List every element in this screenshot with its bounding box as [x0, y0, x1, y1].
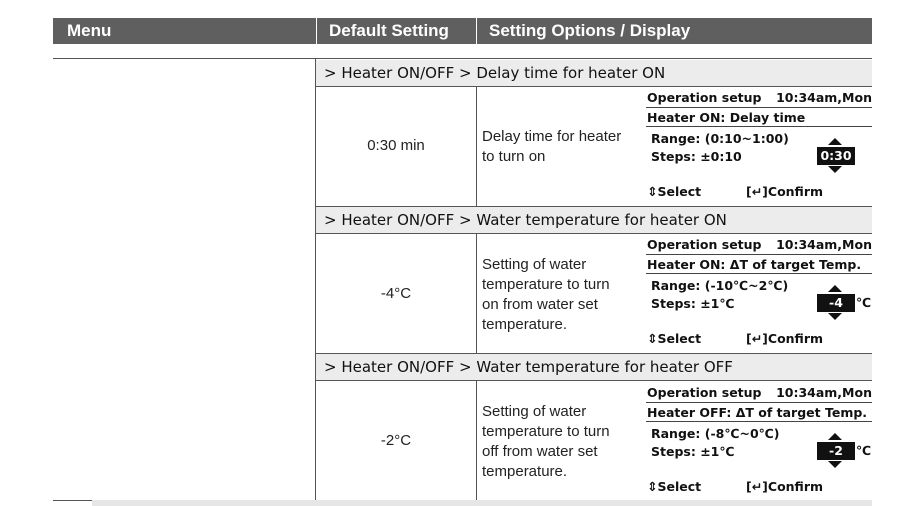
- menu-column-header: Menu: [67, 21, 112, 40]
- default-value-delay: 0:30 min: [367, 137, 425, 154]
- down-arrow-icon: [828, 461, 842, 468]
- description-heater-on: Setting of water temperature to turn on from water set temperature.: [482, 256, 610, 333]
- table-top-rule: [53, 58, 872, 59]
- select-hint: ⇕Select: [647, 184, 702, 199]
- select-hint: ⇕Select: [647, 331, 702, 346]
- confirm-hint: [↵]Confirm: [746, 331, 824, 346]
- lcd-value: -4: [817, 294, 855, 312]
- confirm-hint: [↵]Confirm: [746, 184, 824, 199]
- lcd-display-delay: Operation setup 10:34am,Mon Heater ON: Delay time Range: (0:10~1:00) Steps: ±0:10 0:30 ⇕Select [↵]Confirm: [647, 90, 872, 199]
- section-title-heater-on-temp: > Heater ON/OFF > Water temperature for heater ON: [316, 207, 872, 233]
- lcd-display-heater-off: Operation setup 10:34am,Mon Heater OFF: ΔT of target Temp. Range: (-8℃~0℃) Steps: ±1℃ -2 ℃ ⇕Select [↵]Confirm: [647, 385, 872, 494]
- column-divider: [476, 380, 477, 500]
- lcd-display-heater-on: Operation setup 10:34am,Mon Heater ON: ΔT of target Temp. Range: (-10℃~2℃) Steps: ±1℃ -4 ℃ ⇕Select [↵]Confirm: [647, 237, 872, 346]
- lcd-value: -2: [817, 442, 855, 460]
- up-arrow-icon: [828, 285, 842, 292]
- column-divider: [476, 86, 477, 206]
- page-footer-shade: [92, 500, 872, 506]
- default-value-heater-off: -2°C: [380, 432, 412, 449]
- section-title-delay-time: > Heater ON/OFF > Delay time for heater ON: [316, 60, 872, 86]
- default-value-heater-on: -4°C: [380, 285, 412, 302]
- up-arrow-icon: [828, 138, 842, 145]
- setting-options-column-header: Setting Options / Display: [476, 18, 690, 44]
- select-hint: ⇕Select: [647, 479, 702, 494]
- lcd-unit: ℃: [856, 443, 872, 458]
- up-arrow-icon: [828, 433, 842, 440]
- default-setting-column-header: Default Setting: [316, 18, 489, 44]
- description-heater-off: Setting of water temperature to turn off from water set temperature.: [482, 403, 610, 480]
- section-title-heater-off-temp: > Heater ON/OFF > Water temperature for heater OFF: [316, 354, 872, 380]
- confirm-hint: [↵]Confirm: [746, 479, 824, 494]
- down-arrow-icon: [828, 313, 842, 320]
- lcd-unit: ℃: [856, 295, 872, 310]
- table-header: [53, 18, 872, 44]
- down-arrow-icon: [828, 166, 842, 173]
- lcd-value: 0:30: [817, 147, 855, 165]
- column-divider: [476, 233, 477, 353]
- description-delay: Delay time for heater to turn on: [482, 128, 622, 165]
